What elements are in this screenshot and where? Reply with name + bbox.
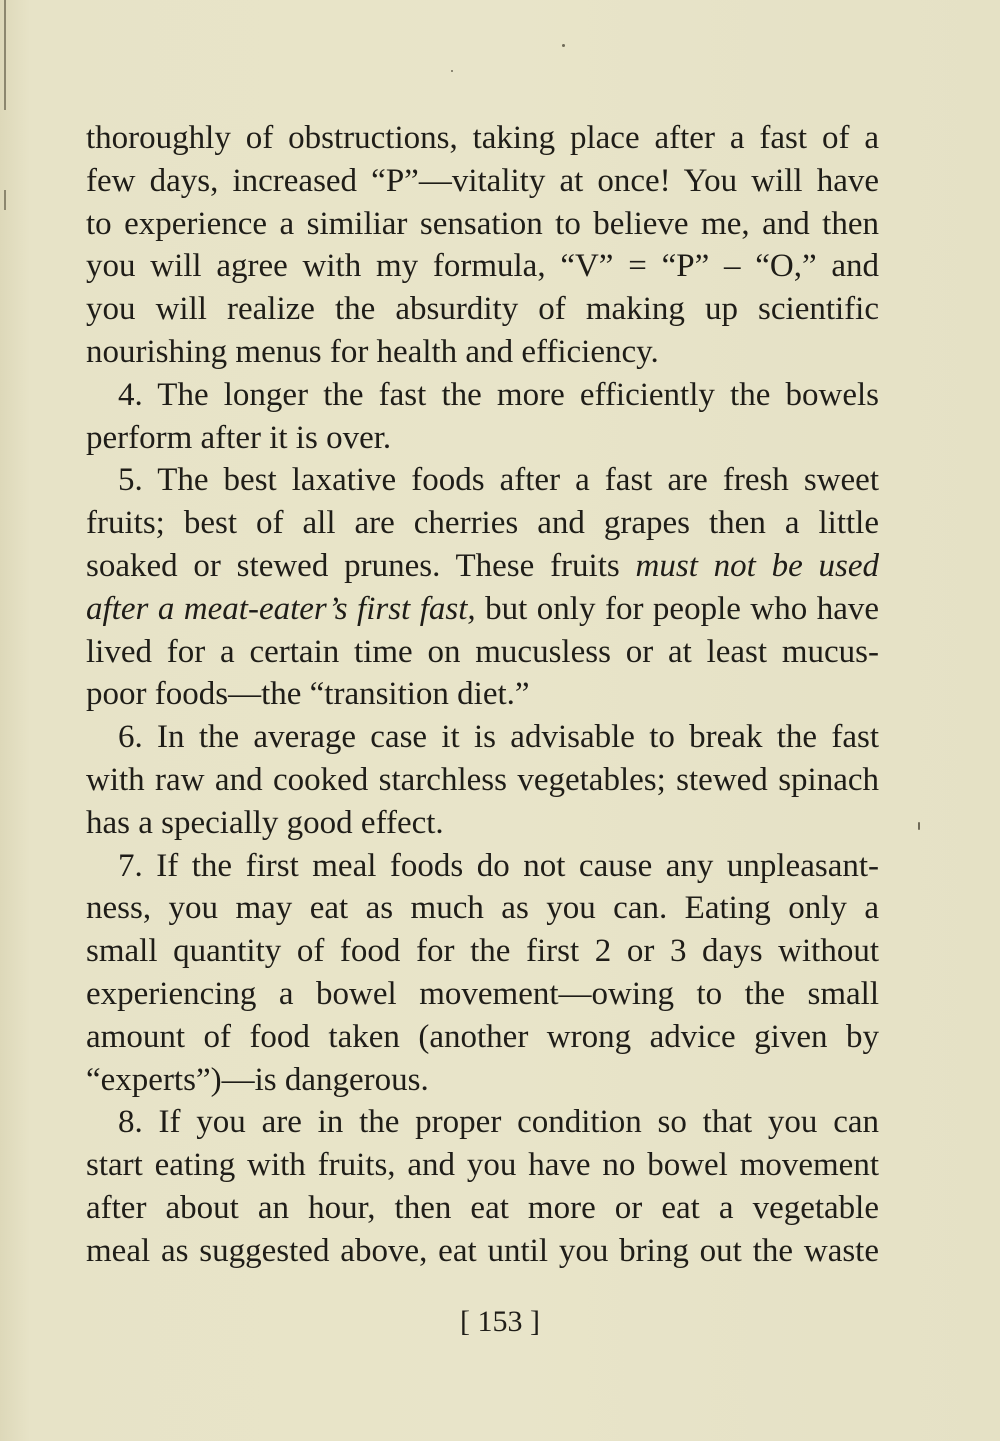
text-line: 5. The best laxative foods after a fast are fresh sweet bbox=[118, 462, 879, 499]
text-line bbox=[86, 588, 879, 631]
text-line: meal as suggested above, eat until you bring out the waste bbox=[86, 1232, 879, 1269]
text-line: ness, you may eat as much as you can. Eating only a bbox=[86, 890, 879, 927]
text-line: to experience a similiar sensation to believe me, and then bbox=[86, 205, 879, 242]
ink-speck bbox=[918, 822, 920, 830]
text-line: 8. If you are in the proper condition so that you can bbox=[118, 1104, 879, 1141]
text-line: after about an hour, then eat more or eat a vegetable bbox=[86, 1189, 879, 1226]
page-edge-mark bbox=[4, 190, 6, 210]
text-line: with raw and cooked starchless vegetables; stewed spinach bbox=[86, 761, 879, 798]
ink-speck bbox=[562, 44, 565, 47]
text-line: 6. In the average case it is advisable to break the fast bbox=[118, 719, 879, 756]
text-line: thoroughly of obstructions, taking place after a fast of a bbox=[86, 120, 879, 156]
ink-speck bbox=[451, 70, 453, 72]
text-line bbox=[86, 545, 879, 588]
text-line: you will agree with my formula, “V” = “P” – “O,” and bbox=[86, 248, 879, 285]
text-line: experiencing a bowel movement—owing to the small bbox=[86, 975, 879, 1012]
text-line: start eating with fruits, and you have no bowel movement bbox=[86, 1147, 879, 1184]
text-line: amount of food taken (another wrong advice given by bbox=[86, 1018, 879, 1055]
text-line: perform after it is over. bbox=[86, 419, 392, 456]
body-text bbox=[86, 117, 879, 1273]
text-run: but only for people who have bbox=[475, 590, 879, 627]
text-line: you will realize the absurdity of making up scientific bbox=[86, 291, 879, 328]
text-line: poor foods—the “transition diet.” bbox=[86, 676, 530, 713]
text-line: 4. The longer the fast the more efficiently the bowels bbox=[118, 376, 879, 413]
italic-text-run: must not be used bbox=[635, 547, 879, 584]
text-line: has a specially good effect. bbox=[86, 804, 444, 841]
text-line: lived for a certain time on mucusless or at least mucus- bbox=[86, 633, 879, 670]
text-line: fruits; best of all are cherries and grapes then a little bbox=[86, 505, 879, 542]
text-line: small quantity of food for the first 2 or 3 days without bbox=[86, 933, 879, 970]
text-line: 7. If the first meal foods do not cause any unpleasant- bbox=[118, 847, 879, 884]
text-line: “experts”)—is dangerous. bbox=[86, 1061, 429, 1098]
text-run: soaked or stewed prunes. These fruits bbox=[86, 547, 636, 584]
page-number: [ 153 ] bbox=[460, 1305, 540, 1338]
italic-text-run: after a meat-eater’s first fast, bbox=[86, 590, 476, 627]
text-line: nourishing menus for health and efficiency. bbox=[86, 333, 659, 370]
text-line: few days, increased “P”—vitality at once! You will have bbox=[86, 162, 879, 199]
page-edge-mark bbox=[4, 0, 6, 110]
